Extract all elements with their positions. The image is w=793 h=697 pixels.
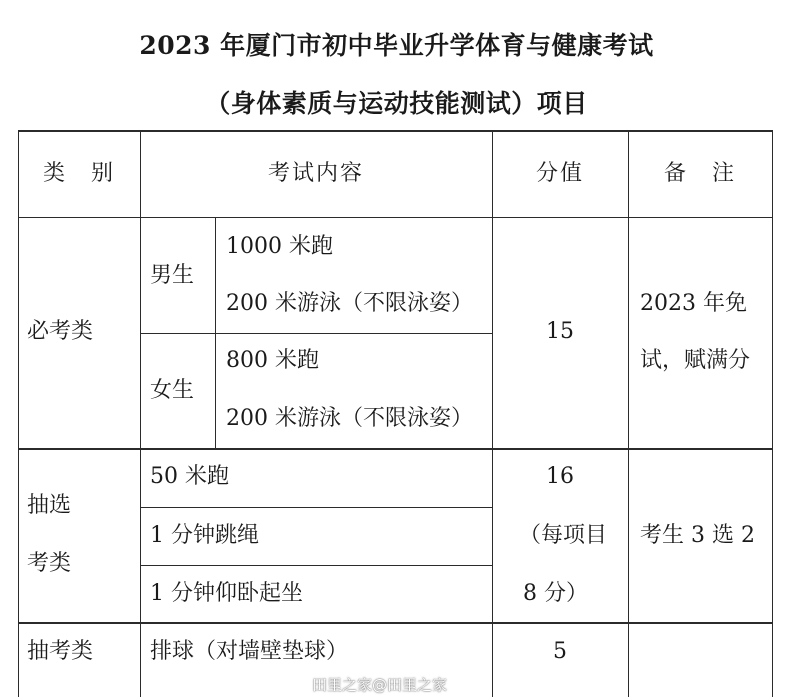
col-divider-gender (215, 217, 216, 448)
elective-item-1: 50 米跑 (150, 464, 229, 489)
female-item-1: 800 米跑 (226, 348, 319, 373)
male-item-1: 1000 米跑 (226, 234, 333, 259)
elective-score-line2: （每项目 (519, 523, 608, 548)
elective-item-2: 1 分钟跳绳 (150, 523, 259, 548)
col-divider-category (140, 130, 141, 697)
female-item-2: 200 米游泳（不限泳姿） (226, 406, 473, 431)
compulsory-score: 15 (546, 319, 574, 344)
header-score: 分值 (535, 161, 584, 186)
male-label: 男生 (150, 263, 195, 288)
header-content: 考试内容 (267, 161, 364, 186)
female-label: 女生 (150, 378, 195, 403)
elective-note: 考生 3 选 2 (640, 523, 755, 548)
table-border-top (18, 130, 773, 132)
col-divider-score (628, 130, 629, 697)
watermark: 田里之家@田里之家 (312, 676, 448, 694)
drawn-category: 抽考类 (27, 639, 94, 664)
gender-divider (140, 333, 492, 334)
document-title-line2: （身体素质与运动技能测试）项目 (205, 89, 588, 118)
compulsory-category: 必考类 (27, 319, 94, 344)
drawn-score: 5 (553, 639, 567, 664)
compulsory-note-line2: 试，赋满分 (640, 348, 751, 373)
table-border-right (772, 130, 773, 697)
table-border-left (18, 130, 19, 697)
elective-item-3: 1 分钟仰卧起坐 (150, 581, 303, 606)
elective-category-line1: 抽选 (27, 493, 72, 518)
drawn-item: 排球（对墙壁垫球） (150, 639, 349, 664)
document-title-line1: 2023 年厦门市初中毕业升学体育与健康考试 (139, 31, 654, 60)
elective-category-line2: 考类 (27, 551, 72, 576)
elective-score-line1: 16 (546, 464, 574, 489)
elective-score-line3: 8 分） (523, 581, 588, 606)
col-divider-content (492, 130, 493, 697)
section-divider-1 (18, 448, 773, 450)
section-divider-2 (18, 622, 773, 624)
header-category: 类 别 (42, 161, 115, 186)
header-divider (18, 217, 773, 218)
elective-divider-1 (140, 507, 492, 508)
compulsory-note-line1: 2023 年免 (640, 291, 747, 316)
male-item-2: 200 米游泳（不限泳姿） (226, 291, 473, 316)
header-note: 备 注 (663, 161, 736, 186)
elective-divider-2 (140, 565, 492, 566)
